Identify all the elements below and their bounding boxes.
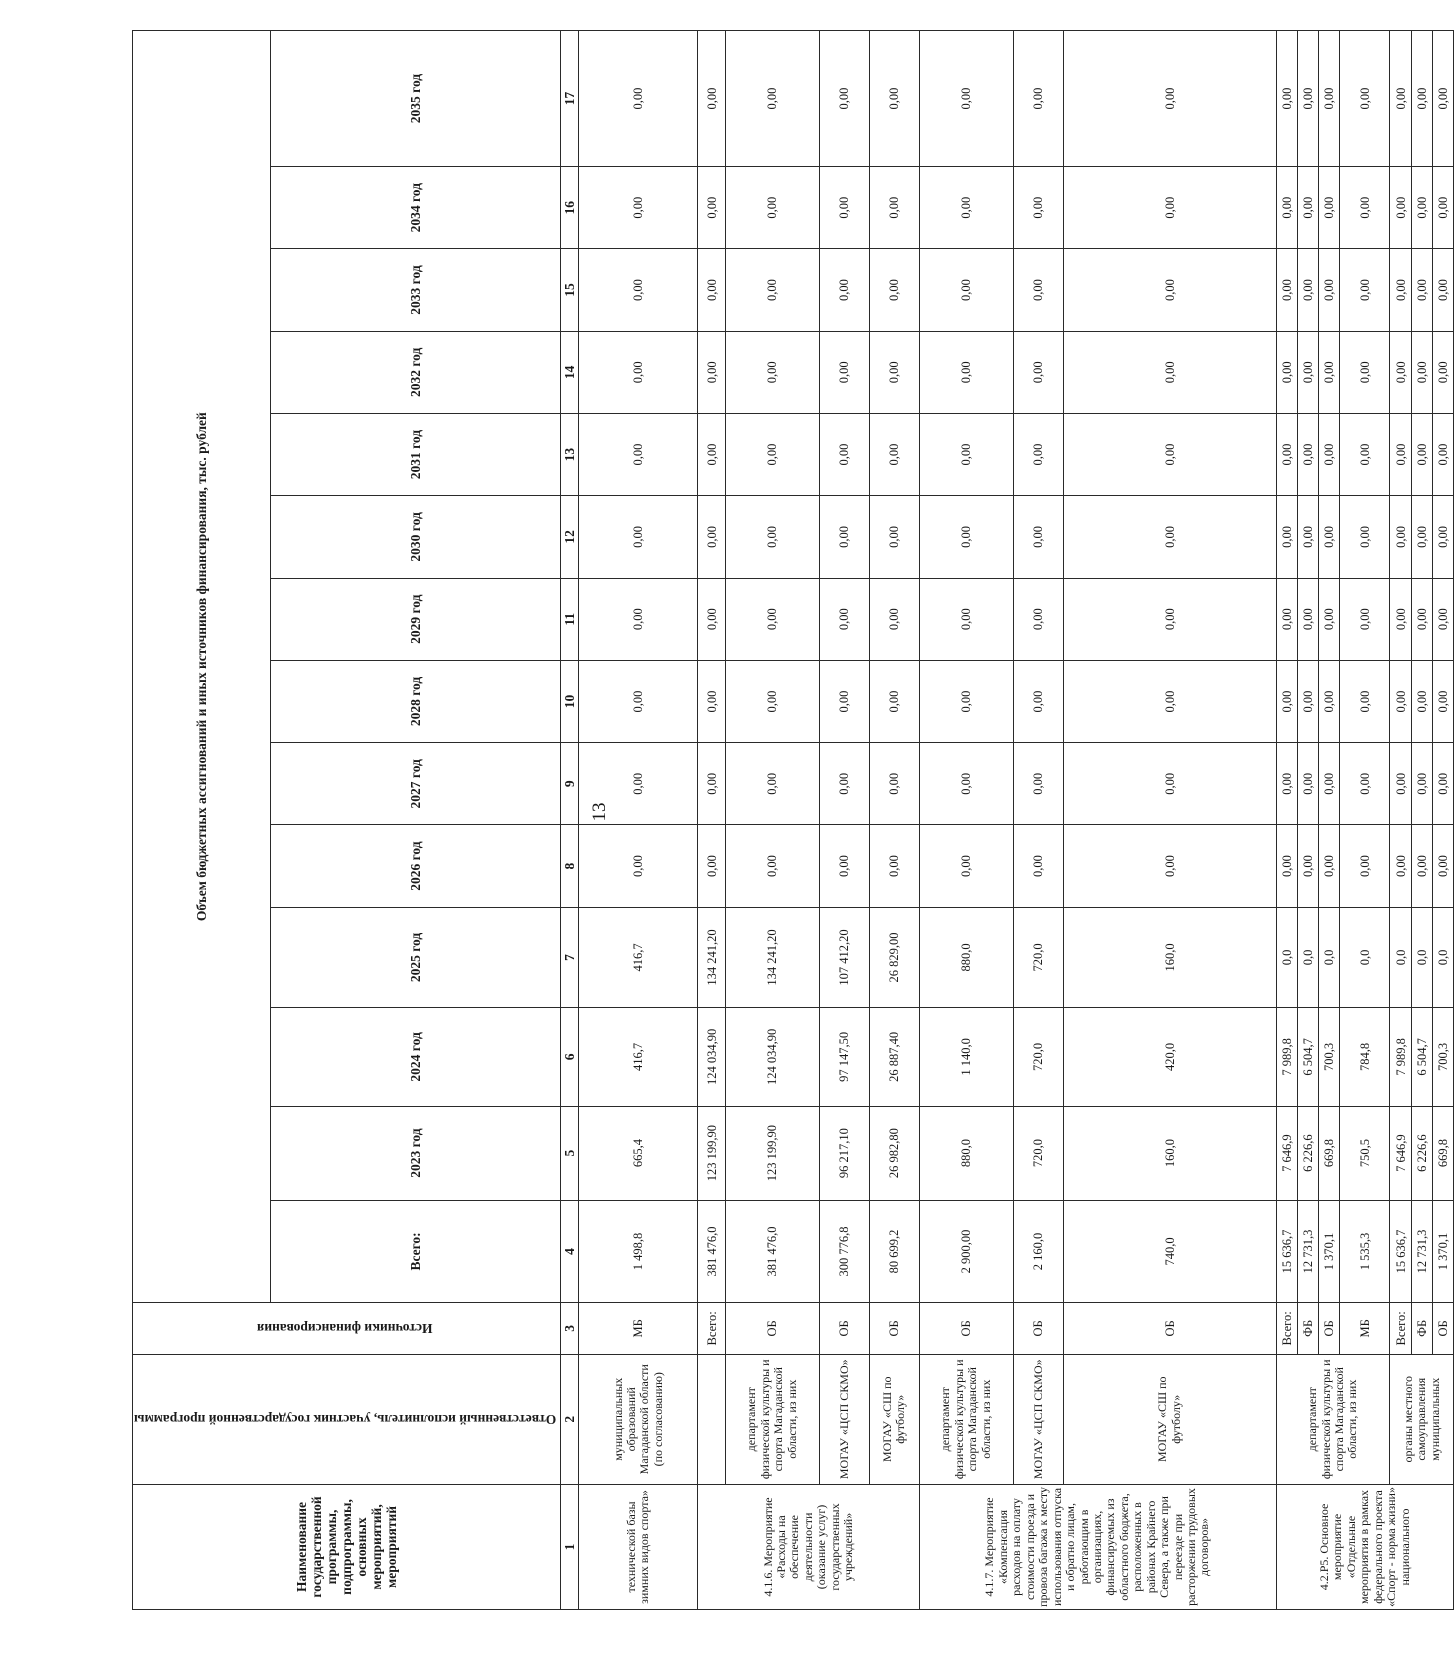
value-cell: 0,00 [725, 413, 819, 495]
value-cell: 12 731,3 [1297, 1200, 1318, 1303]
value-cell: 0,00 [1063, 331, 1276, 413]
value-cell: 0,00 [1319, 167, 1340, 249]
funding-source: ОБ [1063, 1303, 1276, 1354]
value-cell: 7 989,8 [1276, 1008, 1297, 1106]
executor: департамент физической культуры и спорта Магаданской области, из них [725, 1354, 819, 1484]
budget-table [132, 30, 1454, 1610]
value-cell: 0,00 [919, 578, 1013, 660]
value-cell: 0,00 [1276, 743, 1297, 825]
funding-source: ОБ [1319, 1303, 1340, 1354]
value-cell: 0,00 [1013, 578, 1063, 660]
value-cell: 0,00 [1390, 660, 1411, 742]
funding-source: ОБ [725, 1303, 819, 1354]
value-cell: 0,00 [1013, 167, 1063, 249]
value-cell: 0,00 [1276, 331, 1297, 413]
value-cell: 6 226,6 [1411, 1106, 1432, 1200]
value-cell: 0,00 [869, 743, 919, 825]
header-year: 2029 год [270, 578, 560, 660]
value-cell: 0,00 [698, 413, 726, 495]
value-cell: 0,0 [1340, 907, 1390, 1007]
value-cell: 0,00 [1297, 31, 1318, 167]
value-cell: 0,00 [1411, 578, 1432, 660]
value-cell: 0,00 [579, 743, 698, 825]
value-cell: 26 887,40 [869, 1008, 919, 1106]
value-cell: 0,00 [1411, 825, 1432, 907]
value-cell: 0,00 [919, 331, 1013, 413]
value-cell: 0,00 [579, 578, 698, 660]
header-year: 2026 год [270, 825, 560, 907]
value-cell: 0,00 [1390, 31, 1411, 167]
value-cell: 381 476,0 [698, 1200, 726, 1303]
funding-source: ФБ [1297, 1303, 1318, 1354]
value-cell: 0,00 [869, 496, 919, 578]
value-cell: 0,00 [869, 167, 919, 249]
value-cell: 381 476,0 [725, 1200, 819, 1303]
value-cell: 7 646,9 [1390, 1106, 1411, 1200]
header-year: 2033 год [270, 249, 560, 331]
value-cell: 0,00 [819, 167, 869, 249]
value-cell: 107 412,20 [819, 907, 869, 1007]
value-cell: 0,00 [1340, 743, 1390, 825]
value-cell: 0,00 [698, 331, 726, 413]
executor: департамент физической культуры и спорта Магаданской области, из них [1276, 1354, 1390, 1484]
value-cell: 0,00 [725, 743, 819, 825]
header-year: 2024 год [270, 1008, 560, 1106]
value-cell: 0,00 [1432, 743, 1453, 825]
value-cell: 0,0 [1297, 907, 1318, 1007]
value-cell: 0,00 [1063, 578, 1276, 660]
value-cell: 0,0 [1432, 907, 1453, 1007]
funding-source: МБ [579, 1303, 698, 1354]
value-cell: 0,00 [1013, 331, 1063, 413]
value-cell: 0,00 [1411, 660, 1432, 742]
value-cell: 420,0 [1063, 1008, 1276, 1106]
value-cell: 0,00 [579, 413, 698, 495]
value-cell: 0,00 [725, 496, 819, 578]
value-cell: 80 699,2 [869, 1200, 919, 1303]
header-funding: Объем бюджетных ассигнований и иных источников финансирования, тыс. рублей [133, 31, 271, 1303]
header-year: 2032 год [270, 331, 560, 413]
value-cell: 0,00 [1297, 743, 1318, 825]
value-cell: 0,00 [1390, 578, 1411, 660]
value-cell: 123 199,90 [725, 1106, 819, 1200]
value-cell: 6 226,6 [1297, 1106, 1318, 1200]
value-cell: 0,00 [1432, 496, 1453, 578]
value-cell: 0,00 [1319, 578, 1340, 660]
column-number: 15 [561, 249, 579, 331]
value-cell: 0,00 [1063, 660, 1276, 742]
value-cell: 0,00 [1432, 249, 1453, 331]
value-cell: 0,00 [1340, 249, 1390, 331]
value-cell: 134 241,20 [725, 907, 819, 1007]
value-cell: 0,0 [1319, 907, 1340, 1007]
value-cell: 0,00 [819, 743, 869, 825]
column-number: 10 [561, 660, 579, 742]
funding-source: Всего: [1276, 1303, 1297, 1354]
value-cell: 0,00 [725, 660, 819, 742]
value-cell: 0,00 [1276, 31, 1297, 167]
value-cell: 0,00 [1276, 496, 1297, 578]
value-cell: 0,00 [1390, 167, 1411, 249]
activity-name: 4.1.7. Мероприятие «Компенсация расходов на оплату стоимости проезда и провоза багажа к месту использования отпуска и обратно лицам, работающим в организациях, финансируемых из областного бюджета, расположенных в районах Крайнего Севера, а также при переезде при расторжении трудовых договоров» [919, 1484, 1276, 1609]
value-cell: 720,0 [1013, 907, 1063, 1007]
value-cell: 0,00 [1411, 743, 1432, 825]
value-cell: 0,00 [1297, 167, 1318, 249]
value-cell: 0,00 [1340, 167, 1390, 249]
value-cell: 124 034,90 [698, 1008, 726, 1106]
value-cell: 0,00 [819, 578, 869, 660]
funding-source: ФБ [1411, 1303, 1432, 1354]
table-row [1063, 31, 1276, 1610]
value-cell: 0,00 [1297, 413, 1318, 495]
table-row [698, 31, 726, 1610]
value-cell: 669,8 [1319, 1106, 1340, 1200]
value-cell: 0,00 [1013, 496, 1063, 578]
value-cell: 0,00 [1340, 825, 1390, 907]
value-cell: 0,00 [579, 496, 698, 578]
value-cell: 720,0 [1013, 1008, 1063, 1106]
value-cell: 0,00 [1390, 743, 1411, 825]
header-year: 2025 год [270, 907, 560, 1007]
column-number: 16 [561, 167, 579, 249]
column-number: 7 [561, 907, 579, 1007]
value-cell: 1 370,1 [1432, 1200, 1453, 1303]
value-cell: 0,00 [919, 167, 1013, 249]
value-cell: 0,00 [819, 249, 869, 331]
value-cell: 0,00 [1297, 825, 1318, 907]
value-cell: 0,00 [1276, 660, 1297, 742]
executor: МОГАУ «ЦСП СКМО» [1013, 1354, 1063, 1484]
executor [698, 1354, 726, 1484]
value-cell: 0,00 [1013, 31, 1063, 167]
value-cell: 0,00 [1063, 496, 1276, 578]
header-name: Наименование государственной программы, подпрограммы, основных мероприятий, мероприятий [133, 1484, 561, 1609]
table-body [579, 31, 1454, 1610]
value-cell: 0,00 [725, 825, 819, 907]
value-cell: 740,0 [1063, 1200, 1276, 1303]
value-cell: 0,00 [698, 496, 726, 578]
value-cell: 0,00 [1340, 660, 1390, 742]
funding-source: ОБ [1432, 1303, 1453, 1354]
value-cell: 0,00 [579, 660, 698, 742]
executor: департамент физической культуры и спорта Магаданской области, из них [919, 1354, 1013, 1484]
funding-source: ОБ [819, 1303, 869, 1354]
value-cell: 0,00 [1319, 496, 1340, 578]
value-cell: 0,00 [869, 578, 919, 660]
executor: МОГАУ «ЦСП СКМО» [819, 1354, 869, 1484]
column-number: 9 [561, 743, 579, 825]
value-cell: 416,7 [579, 907, 698, 1007]
column-number: 8 [561, 825, 579, 907]
value-cell: 0,00 [1063, 743, 1276, 825]
value-cell: 0,00 [919, 413, 1013, 495]
value-cell: 0,00 [1297, 331, 1318, 413]
column-number: 14 [561, 331, 579, 413]
value-cell: 2 160,0 [1013, 1200, 1063, 1303]
value-cell: 12 731,3 [1411, 1200, 1432, 1303]
column-number: 13 [561, 413, 579, 495]
value-cell: 880,0 [919, 907, 1013, 1007]
executor: органы местного самоуправления муниципальных [1390, 1354, 1454, 1484]
value-cell: 665,4 [579, 1106, 698, 1200]
value-cell: 0,00 [819, 413, 869, 495]
value-cell: 0,00 [919, 660, 1013, 742]
value-cell: 0,00 [1319, 413, 1340, 495]
value-cell: 0,00 [1063, 31, 1276, 167]
value-cell: 15 636,7 [1276, 1200, 1297, 1303]
value-cell: 700,3 [1432, 1008, 1453, 1106]
value-cell: 0,00 [869, 249, 919, 331]
value-cell: 0,00 [1013, 743, 1063, 825]
column-number: 2 [561, 1354, 579, 1484]
value-cell: 0,00 [725, 31, 819, 167]
value-cell: 700,3 [1319, 1008, 1340, 1106]
column-number: 1 [561, 1484, 579, 1609]
executor: муниципальных образований Магаданской области (по согласованию) [579, 1354, 698, 1484]
value-cell: 134 241,20 [698, 907, 726, 1007]
value-cell: 0,00 [1297, 578, 1318, 660]
value-cell: 0,00 [698, 31, 726, 167]
value-cell: 0,00 [819, 331, 869, 413]
value-cell: 0,00 [1297, 660, 1318, 742]
value-cell: 0,00 [819, 660, 869, 742]
value-cell: 0,00 [1411, 167, 1432, 249]
value-cell: 123 199,90 [698, 1106, 726, 1200]
value-cell: 0,0 [1411, 907, 1432, 1007]
value-cell: 0,00 [1063, 249, 1276, 331]
value-cell: 0,00 [869, 331, 919, 413]
value-cell: 160,0 [1063, 907, 1276, 1007]
value-cell: 26 982,80 [869, 1106, 919, 1200]
header-year: 2035 год [270, 31, 560, 167]
value-cell: 0,00 [1432, 413, 1453, 495]
column-number: 3 [561, 1303, 579, 1354]
value-cell: 0,00 [725, 578, 819, 660]
activity-name: технической базы зимних видов спорта» [579, 1484, 698, 1609]
value-cell: 0,00 [1432, 31, 1453, 167]
value-cell: 0,00 [1411, 331, 1432, 413]
value-cell: 0,00 [1276, 578, 1297, 660]
value-cell: 0,00 [698, 578, 726, 660]
value-cell: 300 776,8 [819, 1200, 869, 1303]
value-cell: 784,8 [1340, 1008, 1390, 1106]
funding-source: МБ [1340, 1303, 1390, 1354]
value-cell: 0,00 [1340, 331, 1390, 413]
value-cell: 0,00 [1297, 496, 1318, 578]
value-cell: 0,00 [1340, 31, 1390, 167]
table-row [1276, 31, 1297, 1610]
header-source: Источники финансирования [133, 1303, 561, 1354]
value-cell: 720,0 [1013, 1106, 1063, 1200]
column-number: 5 [561, 1106, 579, 1200]
value-cell: 0,00 [1432, 825, 1453, 907]
value-cell: 0,00 [1063, 167, 1276, 249]
value-cell: 0,00 [725, 249, 819, 331]
value-cell: 0,00 [1319, 825, 1340, 907]
value-cell: 0,00 [1276, 825, 1297, 907]
value-cell: 7 646,9 [1276, 1106, 1297, 1200]
value-cell: 0,00 [579, 249, 698, 331]
value-cell: 97 147,50 [819, 1008, 869, 1106]
value-cell: 0,00 [1432, 167, 1453, 249]
value-cell: 750,5 [1340, 1106, 1390, 1200]
header-year: 2030 год [270, 496, 560, 578]
value-cell: 0,00 [869, 825, 919, 907]
value-cell: 0,00 [698, 825, 726, 907]
activity-name: 4.2.Р5. Основное мероприятие «Отдельные мероприятия в рамках федерального проекта «Спорт - норма жизни» национального [1276, 1484, 1454, 1609]
value-cell: 0,0 [1390, 907, 1411, 1007]
value-cell: 15 636,7 [1390, 1200, 1411, 1303]
value-cell: 26 829,00 [869, 907, 919, 1007]
column-number: 4 [561, 1200, 579, 1303]
value-cell: 0,00 [869, 660, 919, 742]
table-row [819, 31, 869, 1610]
header-year: 2027 год [270, 743, 560, 825]
value-cell: 0,00 [1013, 825, 1063, 907]
value-cell: 0,00 [919, 825, 1013, 907]
value-cell: 0,00 [1319, 249, 1340, 331]
funding-source: Всего: [698, 1303, 726, 1354]
value-cell: 0,00 [919, 743, 1013, 825]
table-row [1013, 31, 1063, 1610]
table-row [869, 31, 919, 1610]
value-cell: 0,00 [1319, 743, 1340, 825]
value-cell: 1 498,8 [579, 1200, 698, 1303]
value-cell: 0,00 [919, 31, 1013, 167]
value-cell: 2 900,00 [919, 1200, 1013, 1303]
value-cell: 0,00 [1411, 413, 1432, 495]
table-row [919, 31, 1013, 1610]
funding-source: Всего: [1390, 1303, 1411, 1354]
value-cell: 669,8 [1432, 1106, 1453, 1200]
value-cell: 96 217,10 [819, 1106, 869, 1200]
table-row [725, 31, 819, 1610]
value-cell: 6 504,7 [1411, 1008, 1432, 1106]
value-cell: 0,0 [1276, 907, 1297, 1007]
value-cell: 0,00 [1432, 331, 1453, 413]
funding-source: ОБ [869, 1303, 919, 1354]
value-cell: 0,00 [1411, 249, 1432, 331]
column-number: 17 [561, 31, 579, 167]
value-cell: 0,00 [1297, 249, 1318, 331]
value-cell: 0,00 [1390, 249, 1411, 331]
value-cell: 0,00 [1411, 31, 1432, 167]
value-cell: 0,00 [1319, 31, 1340, 167]
executor: МОГАУ «СШ по футболу» [1063, 1354, 1276, 1484]
value-cell: 0,00 [869, 413, 919, 495]
column-number: 11 [561, 578, 579, 660]
value-cell: 0,00 [819, 825, 869, 907]
value-cell: 7 989,8 [1390, 1008, 1411, 1106]
value-cell: 0,00 [698, 660, 726, 742]
executor: МОГАУ «СШ по футболу» [869, 1354, 919, 1484]
value-cell: 0,00 [579, 331, 698, 413]
value-cell: 1 370,1 [1319, 1200, 1340, 1303]
value-cell: 124 034,90 [725, 1008, 819, 1106]
table-row [579, 31, 698, 1610]
value-cell: 0,00 [919, 249, 1013, 331]
value-cell: 0,00 [579, 825, 698, 907]
column-number: 6 [561, 1008, 579, 1106]
value-cell: 0,00 [725, 167, 819, 249]
header-total: Всего: [270, 1200, 560, 1303]
value-cell: 0,00 [1340, 578, 1390, 660]
value-cell: 1 535,3 [1340, 1200, 1390, 1303]
page-number: 13 [589, 802, 610, 822]
value-cell: 0,00 [579, 167, 698, 249]
value-cell: 0,00 [1013, 660, 1063, 742]
activity-name: 4.1.6. Мероприятие «Расходы на обеспечение деятельности (оказание услуг) государственных учреждений» [698, 1484, 920, 1609]
value-cell: 416,7 [579, 1008, 698, 1106]
value-cell: 0,00 [698, 249, 726, 331]
value-cell: 0,00 [1390, 331, 1411, 413]
value-cell: 0,00 [1432, 660, 1453, 742]
value-cell: 0,00 [819, 31, 869, 167]
header-year: 2023 год [270, 1106, 560, 1200]
value-cell: 0,00 [919, 496, 1013, 578]
header-executor: Ответственный исполнитель, участник государственной программы [133, 1354, 561, 1484]
funding-source: ОБ [1013, 1303, 1063, 1354]
value-cell: 0,00 [1063, 825, 1276, 907]
header-year: 2031 год [270, 413, 560, 495]
header-year: 2034 год [270, 167, 560, 249]
value-cell: 0,00 [1063, 413, 1276, 495]
value-cell: 0,00 [819, 496, 869, 578]
value-cell: 0,00 [1319, 660, 1340, 742]
value-cell: 0,00 [1432, 578, 1453, 660]
funding-source: ОБ [919, 1303, 1013, 1354]
value-cell: 0,00 [1390, 825, 1411, 907]
value-cell: 0,00 [1276, 167, 1297, 249]
value-cell: 0,00 [1013, 249, 1063, 331]
rotated-page [132, 30, 1451, 1610]
value-cell: 0,00 [869, 31, 919, 167]
value-cell: 0,00 [698, 743, 726, 825]
value-cell: 0,00 [1340, 496, 1390, 578]
value-cell: 6 504,7 [1297, 1008, 1318, 1106]
value-cell: 880,0 [919, 1106, 1013, 1200]
value-cell: 0,00 [1340, 413, 1390, 495]
value-cell: 0,00 [1276, 249, 1297, 331]
value-cell: 1 140,0 [919, 1008, 1013, 1106]
value-cell: 0,00 [1319, 331, 1340, 413]
value-cell: 0,00 [1013, 413, 1063, 495]
value-cell: 160,0 [1063, 1106, 1276, 1200]
table-row [1390, 31, 1411, 1610]
value-cell: 0,00 [1276, 413, 1297, 495]
column-number: 12 [561, 496, 579, 578]
value-cell: 0,00 [579, 31, 698, 167]
value-cell: 0,00 [698, 167, 726, 249]
value-cell: 0,00 [725, 331, 819, 413]
value-cell: 0,00 [1411, 496, 1432, 578]
value-cell: 0,00 [1390, 496, 1411, 578]
header-year: 2028 год [270, 660, 560, 742]
value-cell: 0,00 [1390, 413, 1411, 495]
